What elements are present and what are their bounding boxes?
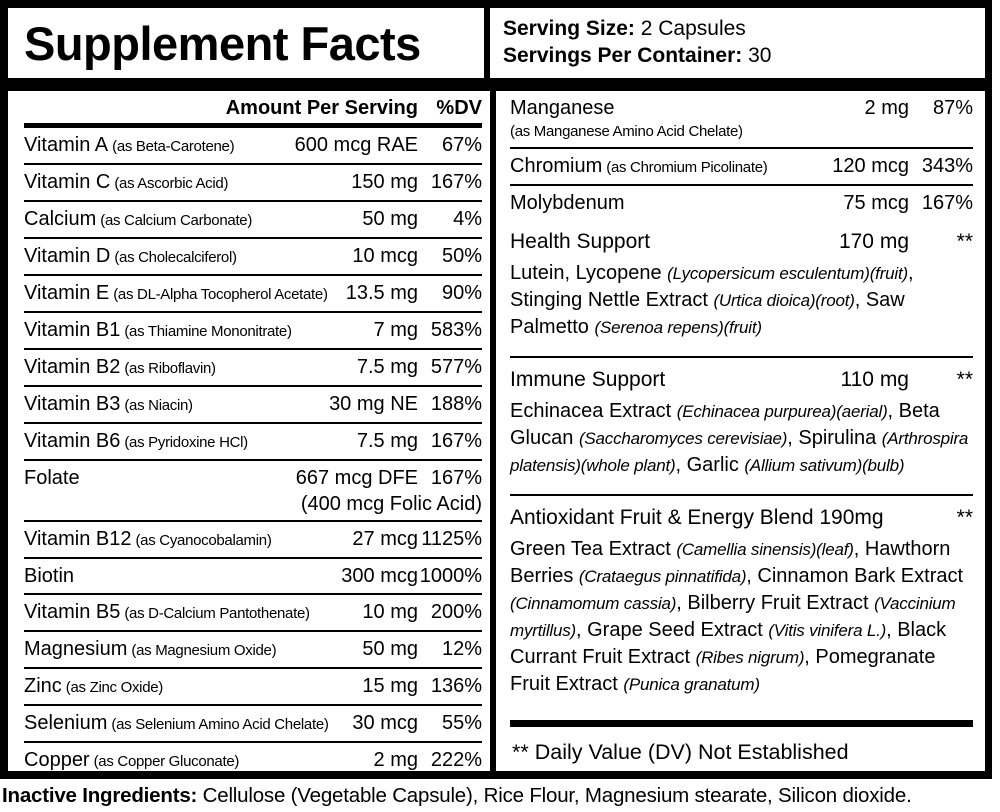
latin-name: (Vaccinium myrtillus) [510,594,956,640]
nutrient-name: Vitamin B6 (as Pyridoxine HCl) [24,430,248,452]
table-row-copper [24,743,482,771]
nutrient-amount: 30 mg NE [329,393,418,415]
blend-header [510,225,973,260]
nutrient-name: Vitamin E (as DL-Alpha Tocopherol Acetate) [24,282,328,304]
nutrient-name: Vitamin C (as Ascorbic Acid) [24,171,229,193]
nutrient-dv: 90% [441,282,482,304]
ingredient-text: Green Tea Extract [510,538,677,560]
nutrient-name: Vitamin B5 (as D-Calcium Pantothenate) [24,601,310,623]
nutrient-form: (as Calcium Carbonate) [100,212,253,229]
row-line [24,710,482,738]
nutrient-amount: 2 mg [373,749,418,771]
latin-name: (Ribes nigrum) [695,648,805,667]
nutrient-form: (as Magnesium Oxide) [131,642,277,659]
latin-name: (Camellia sinensis)(leaf) [676,540,854,559]
nutrient-form: (as Pyridoxine HCl) [124,434,248,451]
latin-name: (Lycopersicum esculentum)(fruit) [667,264,908,283]
nutrient-amount: 120 mcg [832,155,909,177]
latin-name: (Echinacea purpurea)(aerial) [676,402,888,421]
nutrient-name: Chromium (as Chromium Picolinate) [510,155,768,177]
nutrient-amount: 7.5 mg [356,356,418,378]
blend-section-antioxidant-fruit-energy-blend-190mg [510,496,973,713]
row-line [24,526,482,554]
ingredient-text: , Beta Glucan [510,400,940,449]
ingredient-text: Lutein, Lycopene [510,262,668,284]
nutrient-rows [24,128,482,771]
nutrient-dv: 67% [441,134,482,156]
blend-amount: 110 mg [840,368,909,391]
nutrient-name: Biotin [24,565,75,587]
nutrient-name: Selenium (as Selenium Amino Acid Chelate) [24,712,329,734]
nutrient-name: Vitamin A (as Beta-Carotene) [24,134,235,156]
ingredient-text: , Garlic [675,454,745,476]
table-row-chromium [510,149,973,186]
serving-size-label: Serving Size: [503,17,635,40]
title-area [8,8,484,78]
nutrient-name: Copper (as Copper Gluconate) [24,749,240,771]
row-line [510,190,973,217]
ingredient-text: , Bilberry Fruit Extract [676,592,875,614]
table-row-molybdenum [510,186,973,220]
latin-name: (Urtica dioica)(root) [713,291,855,310]
nutrient-name: Vitamin D (as Cholecalciferol) [24,245,237,267]
inactive-ingredients [2,784,1000,808]
nutrient-dv: 167% [430,430,482,452]
row-line [24,280,482,308]
row-line [24,428,482,456]
row-line [24,169,482,197]
nutrient-dv: 222% [430,749,482,771]
blend-name: Antioxidant Fruit & Energy Blend 190mg [510,506,884,529]
nutrient-amount: 50 mg [362,208,418,230]
table-row-selenium [24,706,482,743]
row-line [24,354,482,382]
footnote-bar [510,720,973,727]
nutrient-amount: 10 mg [362,601,418,623]
latin-name: (Serenoa repens)(fruit) [594,318,762,337]
row-line [24,599,482,627]
nutrient-name: Vitamin B3 (as Niacin) [24,393,193,415]
nutrient-form: (as Manganese Amino Acid Chelate) [510,123,743,140]
latin-name: (Allium sativum)(bulb) [744,456,905,475]
mineral-rows [510,91,973,220]
page-title: Supplement Facts [24,16,421,70]
header-bar [8,78,985,91]
ingredient-text: , Pomegranate Fruit Extract [510,646,936,695]
latin-name: (Arthrospira platensis)(whole plant) [510,429,969,475]
nutrient-name: Manganese [510,97,615,119]
nutrient-dv: 167% [430,171,482,193]
nutrient-form: (as Copper Gluconate) [93,753,240,770]
left-column [8,91,490,771]
row-line [24,747,482,771]
nutrient-name: Molybdenum [510,192,625,214]
latin-name: (Crataegus pinnatifida) [578,567,747,586]
columns [8,91,985,771]
blend-section-health-support [510,220,973,358]
table-row-folate [24,461,482,522]
blend-name: Health Support [510,230,651,253]
table-row-biotin [24,559,482,595]
ingredient-text: , Cinnamon Bark Extract [746,565,964,587]
inactive-ingredients-text: Cellulose (Vegetable Capsule), Rice Flour, Magnesium stearate, Silicon dioxide. [197,784,912,807]
nutrient-note: (400 mcg Folic Acid) [300,493,482,515]
blend-dv: ** [956,506,973,529]
nutrient-amount: 27 mcg [352,528,418,550]
blend-dv: ** [956,368,973,391]
blend-section-immune-support [510,358,973,496]
nutrient-name: Calcium (as Calcium Carbonate) [24,208,253,230]
nutrient-amount: 10 mcg [352,245,418,267]
latin-name: (Punica granatum) [623,675,760,694]
row-line [24,132,482,160]
table-row-vitamin-c [24,165,482,202]
blend-header [510,363,973,398]
nutrient-form: (as Thiamine Mononitrate) [124,323,292,340]
table-row-vitamin-b12 [24,522,482,559]
nutrient-dv: 1000% [419,565,482,587]
nutrient-dv: 343% [921,155,973,177]
ingredient-text: , Stinging Nettle Extract [510,262,914,311]
nutrient-dv: 167% [921,192,973,214]
nutrient-name: Vitamin B12 (as Cyanocobalamin) [24,528,272,550]
latin-name: (Saccharomyces cerevisiae) [578,429,788,448]
nutrient-name: Zinc (as Zinc Oxide) [24,675,163,697]
nutrient-amount: 150 mg [351,171,418,193]
row-line [24,563,482,590]
ingredient-text: , Black Currant Fruit Extract [510,619,947,668]
serving-size-value: 2 Capsules [634,17,746,40]
nutrient-name: Magnesium (as Magnesium Oxide) [24,638,277,660]
nutrient-amount: 300 mcg [341,565,418,587]
nutrient-amount: 7.5 mg [356,430,418,452]
blend-ingredients [510,260,973,341]
nutrient-form: (as Selenium Amino Acid Chelate) [111,716,329,733]
latin-name: (Cinnamomum cassia) [510,594,677,613]
nutrient-dv: 200% [430,601,482,623]
nutrient-amount: 75 mcg [843,192,909,214]
row-line [24,636,482,664]
nutrient-amount: 50 mg [362,638,418,660]
row-line [24,317,482,345]
nutrient-dv: 50% [441,245,482,267]
nutrient-dv: 136% [430,675,482,697]
ingredient-text: Echinacea Extract [510,400,677,422]
nutrient-dv: 167% [430,467,482,489]
footnote-text: ** Daily Value (DV) Not Established [512,740,849,764]
amount-per-serving-header: Amount Per Serving [225,97,418,119]
dv-header: %DV [436,97,482,119]
blend-dv: ** [956,230,973,253]
nutrient-amount: 2 mg [864,97,909,119]
row-line [510,95,973,122]
nutrient-form: (as Chromium Picolinate) [606,159,768,176]
nutrient-form: (as D-Calcium Pantothenate) [124,605,310,622]
table-row-vitamin-a [24,128,482,165]
blend-ingredients [510,536,973,698]
table-row-vitamin-b1 [24,313,482,350]
table-row-magnesium [24,632,482,669]
footnote [510,720,973,771]
ingredient-text: , Spirulina [787,427,882,449]
nutrient-dv: 55% [441,712,482,734]
nutrient-amount: 7 mg [373,319,418,341]
nutrient-form: (as Niacin) [124,397,193,414]
nutrient-amount: 667 mcg DFE [295,467,418,489]
nutrient-dv: 577% [430,356,482,378]
nutrient-dv: 4% [453,208,482,230]
row-line [24,391,482,419]
nutrient-form: (as Beta-Carotene) [112,138,235,155]
servings-per-container-label: Servings Per Container: [503,44,743,67]
nutrient-dv: 583% [430,319,482,341]
servings-per-container-value: 30 [742,44,772,67]
row-line [510,153,973,181]
row-line [24,206,482,234]
nutrient-form: (as Zinc Oxide) [65,679,163,696]
nutrient-form: (as DL-Alpha Tocopherol Acetate) [113,286,328,303]
serving-info [490,8,985,78]
left-column-header [24,91,482,123]
nutrient-form: (as Riboflavin) [124,360,216,377]
ingredient-text: , Grape Seed Extract [576,619,769,641]
nutrient-dv: 87% [932,97,973,119]
table-row-calcium [24,202,482,239]
blend-name: Immune Support [510,368,666,391]
nutrient-name: Vitamin B2 (as Riboflavin) [24,356,216,378]
nutrient-form: (as Cyanocobalamin) [135,532,272,549]
table-row-vitamin-e [24,276,482,313]
nutrient-name: Vitamin B1 (as Thiamine Mononitrate) [24,319,292,341]
servings-per-container-line [503,42,985,69]
table-row-vitamin-b2 [24,350,482,387]
blend-sections [510,220,973,713]
table-row-vitamin-b6 [24,424,482,461]
nutrient-amount: 15 mg [362,675,418,697]
blend-amount: 170 mg [838,230,909,253]
row-line [24,243,482,271]
ingredient-text: , Saw Palmetto [510,289,905,338]
nutrient-dv: 1125% [421,528,482,550]
latin-name: (Vitis vinifera L.) [768,621,887,640]
row-line [24,465,482,492]
nutrient-dv: 188% [430,393,482,415]
panel-header [8,8,985,78]
inactive-ingredients-label: Inactive Ingredients: [2,784,198,807]
nutrient-form: (as Cholecalciferol) [114,249,237,266]
row-line [24,673,482,701]
blend-ingredients [510,398,973,479]
nutrient-dv: 12% [441,638,482,660]
ingredient-text: , Hawthorn Berries [510,538,951,587]
right-column [490,91,985,771]
serving-size-line [503,15,985,42]
nutrient-form: (as Ascorbic Acid) [114,175,229,192]
blend-header [510,501,973,536]
table-row-zinc [24,669,482,706]
table-row-manganese [510,91,973,149]
table-row-vitamin-b5 [24,595,482,632]
nutrient-amount: 600 mcg RAE [294,134,418,156]
nutrient-name: Folate [24,467,80,489]
nutrient-amount: 30 mcg [352,712,418,734]
nutrient-amount: 13.5 mg [345,282,418,304]
table-row-vitamin-b3 [24,387,482,424]
table-row-vitamin-d [24,239,482,276]
